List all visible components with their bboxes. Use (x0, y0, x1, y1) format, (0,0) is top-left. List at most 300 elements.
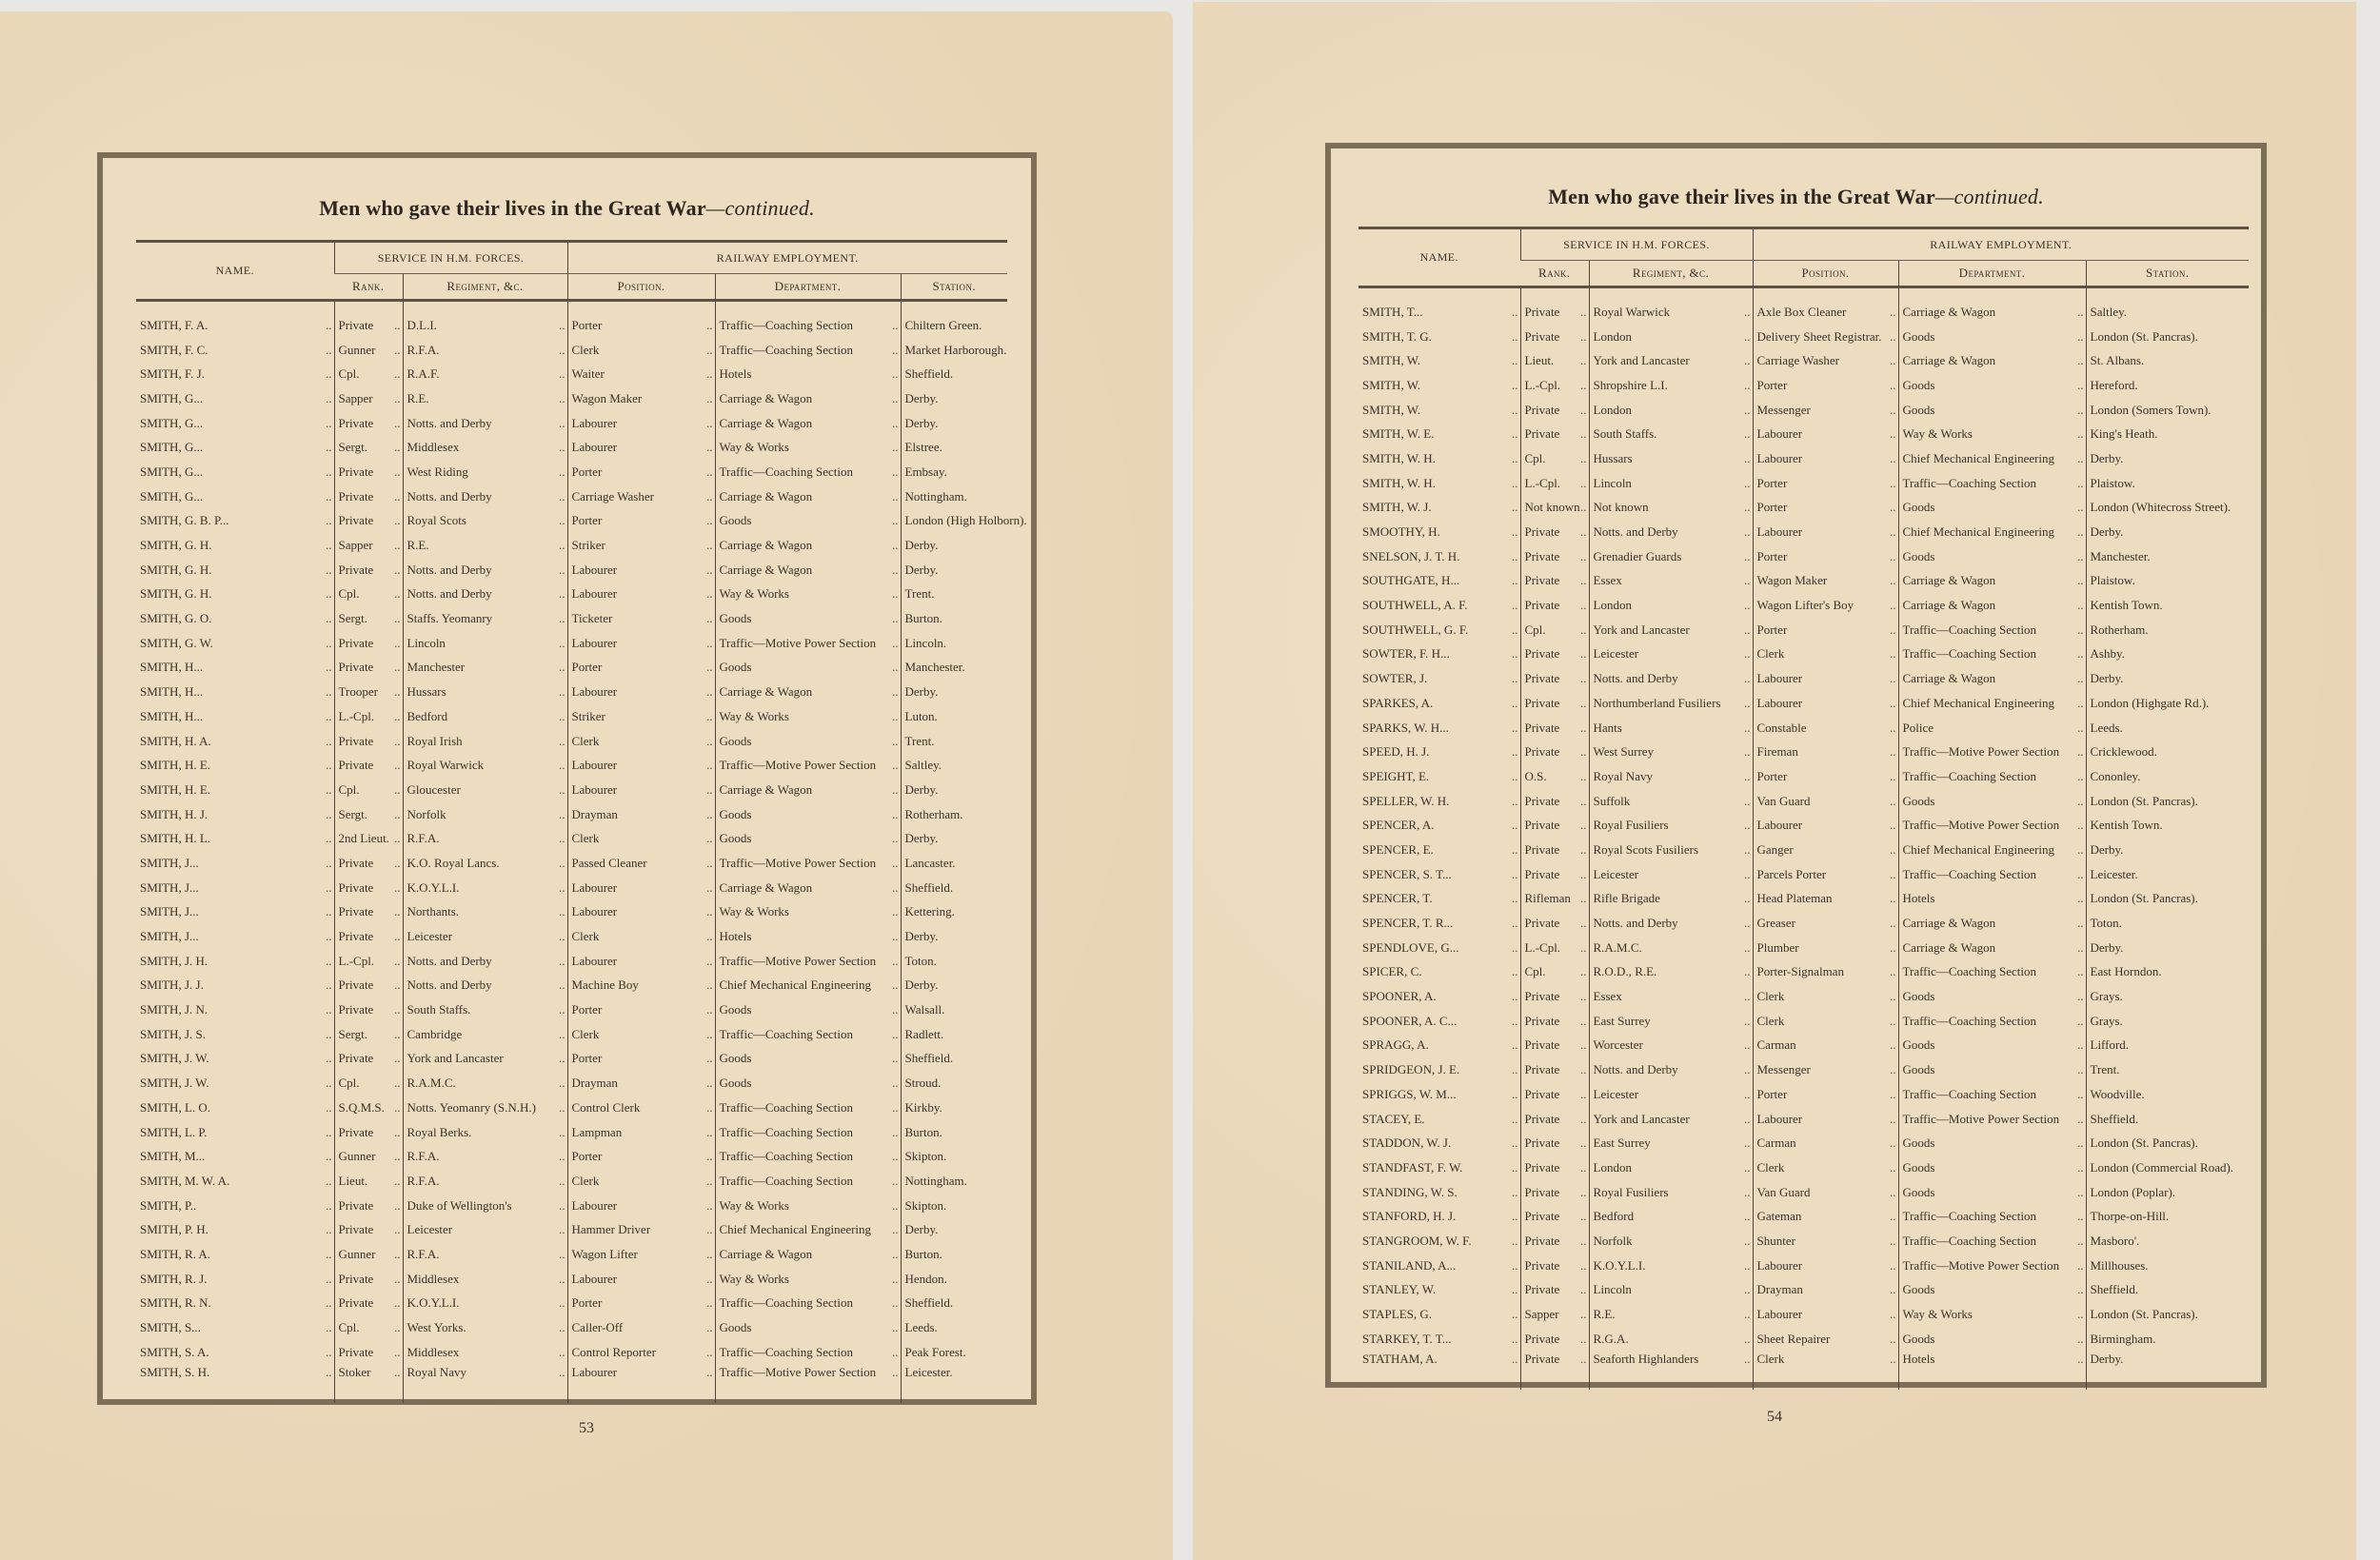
name-cell: STANFORD, H. J. .. (1359, 1204, 1520, 1229)
station-cell: London (Poplar). (2086, 1180, 2249, 1205)
station-cell: Manchester. (2086, 544, 2249, 569)
rank-cell: L.-Cpl. .. (334, 949, 403, 974)
station-cell: Derby. (901, 1217, 1007, 1242)
position-cell: Labourer .. (1753, 520, 1898, 544)
position-cell: Lampman .. (567, 1120, 715, 1145)
position-cell: Fireman .. (1753, 740, 1898, 764)
department-cell: Goods .. (715, 1315, 901, 1340)
department-cell: Carriage & Wagon .. (715, 778, 901, 802)
header-department: Department. (715, 274, 901, 301)
department-cell: Traffic—Motive Power Section .. (1898, 813, 2086, 838)
department-cell: Traffic—Coaching Section .. (1898, 1009, 2086, 1034)
position-cell: Labourer .. (1753, 1302, 1898, 1327)
rank-cell: Cpl. .. (1520, 446, 1589, 471)
department-cell: Carriage & Wagon .. (715, 558, 901, 583)
name-cell: SMITH, W. J. .. (1359, 496, 1520, 521)
regiment-cell: Lincoln .. (1589, 1278, 1753, 1303)
station-cell: Derby. (901, 411, 1007, 436)
department-cell: Traffic—Coaching Section .. (715, 338, 901, 363)
department-cell: Carriage & Wagon .. (1898, 936, 2086, 960)
regiment-cell: Hussars .. (403, 680, 567, 704)
table-row (1359, 593, 2249, 618)
position-cell: Greaser .. (1753, 911, 1898, 936)
table-row (1359, 764, 2249, 789)
regiment-cell: K.O. Royal Lancs. .. (403, 851, 567, 876)
rank-cell: Private .. (1520, 1229, 1589, 1254)
department-cell: Carriage & Wagon .. (715, 1242, 901, 1267)
name-cell: STAPLES, G. .. (1359, 1302, 1520, 1327)
table-row (136, 680, 1007, 704)
position-cell: Labourer .. (567, 753, 715, 778)
rank-cell: Private .. (1520, 642, 1589, 667)
position-cell: Porter .. (1753, 1082, 1898, 1107)
name-cell: SMITH, W. H. .. (1359, 471, 1520, 496)
name-cell: STANGROOM, W. F. .. (1359, 1229, 1520, 1254)
header-name: NAME. (136, 242, 334, 301)
regiment-cell: Royal Fusiliers .. (1589, 813, 1753, 838)
regiment-cell: South Staffs. .. (1589, 422, 1753, 446)
station-cell: Sheffield. (2086, 1107, 2249, 1132)
position-cell: Labourer .. (567, 1365, 715, 1403)
table-row (1359, 1082, 2249, 1107)
department-cell: Way & Works .. (1898, 422, 2086, 446)
regiment-cell: Royal Fusiliers .. (1589, 1180, 1753, 1205)
station-cell: London (High Holborn). (901, 509, 1007, 534)
position-cell: Delivery Sheet Registrar. .. (1753, 325, 1898, 349)
header-position: Position. (1753, 261, 1898, 287)
rank-cell: Private .. (1520, 287, 1589, 325)
regiment-cell: Royal Irish .. (403, 729, 567, 754)
station-cell: London (Somers Town). (2086, 398, 2249, 423)
table-row (1359, 373, 2249, 398)
position-cell: Drayman .. (567, 802, 715, 827)
station-cell: Derby. (901, 778, 1007, 802)
page-title (1331, 185, 2261, 209)
name-cell: SOUTHGATE, H... .. (1359, 569, 1520, 594)
name-cell: SMITH, W. .. (1359, 398, 1520, 423)
table-row (1359, 446, 2249, 471)
regiment-cell: K.O.Y.L.I. .. (403, 1292, 567, 1316)
regiment-cell: Manchester .. (403, 656, 567, 681)
regiment-cell: London .. (1589, 1155, 1753, 1180)
department-cell: Traffic—Coaching Section .. (715, 1120, 901, 1145)
name-cell: SMITH, J. J. .. (136, 974, 334, 998)
station-cell: Skipton. (901, 1144, 1007, 1169)
rank-cell: Cpl. .. (334, 362, 403, 386)
position-cell: Carman .. (1753, 1034, 1898, 1058)
station-cell: Burton. (901, 1242, 1007, 1267)
department-cell: Hotels .. (1898, 887, 2086, 912)
rank-cell: Private .. (1520, 1107, 1589, 1132)
rank-cell: Private .. (334, 460, 403, 484)
header-railway: RAILWAY EMPLOYMENT. (567, 242, 1007, 274)
table-row (136, 1340, 1007, 1365)
regiment-cell: York and Lancaster .. (1589, 1107, 1753, 1132)
station-cell: East Horndon. (2086, 960, 2249, 985)
station-cell: Kentish Town. (2086, 813, 2249, 838)
name-cell: SPENCER, A. .. (1359, 813, 1520, 838)
station-cell: Nottingham. (901, 1169, 1007, 1194)
station-cell: Trent. (2086, 1057, 2249, 1082)
rank-cell: Private .. (334, 1267, 403, 1292)
regiment-cell: Leicester .. (403, 924, 567, 949)
station-cell: Derby. (2086, 1352, 2249, 1390)
department-cell: Way & Works .. (715, 704, 901, 729)
department-cell: Traffic—Coaching Section .. (1898, 642, 2086, 667)
regiment-cell: York and Lancaster .. (403, 1047, 567, 1072)
regiment-cell: Notts. and Derby .. (403, 949, 567, 974)
department-cell: Traffic—Motive Power Section .. (1898, 1107, 2086, 1132)
regiment-cell: York and Lancaster .. (1589, 348, 1753, 373)
position-cell: Messenger .. (1753, 398, 1898, 423)
position-cell: Labourer .. (1753, 813, 1898, 838)
table-row (136, 949, 1007, 974)
table-row (1359, 544, 2249, 569)
regiment-cell: South Staffs. .. (403, 997, 567, 1022)
position-cell: Porter .. (567, 1292, 715, 1316)
position-cell: Drayman .. (567, 1071, 715, 1096)
name-cell: SMITH, J. W. .. (136, 1071, 334, 1096)
position-cell: Carman .. (1753, 1131, 1898, 1155)
rank-cell: Private .. (1520, 593, 1589, 618)
rank-cell: Private .. (1520, 544, 1589, 569)
regiment-cell: R.F.A. .. (403, 826, 567, 851)
table-row (136, 435, 1007, 460)
table-row (1359, 984, 2249, 1009)
department-cell: Chief Mechanical Engineering .. (1898, 838, 2086, 862)
position-cell: Labourer .. (567, 1194, 715, 1218)
regiment-cell: R.A.F. .. (403, 362, 567, 386)
table-row (1359, 1107, 2249, 1132)
table-row (1359, 1034, 2249, 1058)
name-cell: SOUTHWELL, A. F. .. (1359, 593, 1520, 618)
position-cell: Labourer .. (567, 949, 715, 974)
station-cell: Radlett. (901, 1022, 1007, 1047)
department-cell: Goods .. (1898, 373, 2086, 398)
name-cell: SPEIGHT, E. .. (1359, 764, 1520, 789)
roll-of-honour-table (1359, 227, 2249, 1390)
name-cell: SMITH, R. A. .. (136, 1242, 334, 1267)
regiment-cell: Leicester .. (1589, 1082, 1753, 1107)
name-cell: SNELSON, J. T. H. .. (1359, 544, 1520, 569)
name-cell: SMITH, G. B. P... .. (136, 509, 334, 534)
regiment-cell: Leicester .. (1589, 862, 1753, 887)
station-cell: Millhouses. (2086, 1254, 2249, 1278)
station-cell: Grays. (2086, 984, 2249, 1009)
rank-cell: Private .. (1520, 1254, 1589, 1278)
table-row (1359, 911, 2249, 936)
name-cell: SMITH, G. W. .. (136, 631, 334, 656)
station-cell: Toton. (2086, 911, 2249, 936)
table-row (136, 704, 1007, 729)
table-row (136, 802, 1007, 827)
name-cell: SPOONER, A. C... .. (1359, 1009, 1520, 1034)
rank-cell: Private .. (1520, 984, 1589, 1009)
regiment-cell: Bedford .. (403, 704, 567, 729)
name-cell: SOUTHWELL, G. F. .. (1359, 618, 1520, 642)
name-cell: SMITH, M... .. (136, 1144, 334, 1169)
department-cell: Traffic—Coaching Section .. (715, 1096, 901, 1120)
station-cell: London (St. Pancras). (2086, 789, 2249, 814)
station-cell: Nottingham. (901, 484, 1007, 509)
rank-cell: Private .. (334, 509, 403, 534)
rank-cell: L.-Cpl. .. (1520, 936, 1589, 960)
name-cell: SMITH, J. H. .. (136, 949, 334, 974)
table-row (136, 533, 1007, 558)
header-position: Position. (567, 274, 715, 301)
station-cell: London (St. Pancras). (2086, 1131, 2249, 1155)
table-row (136, 1169, 1007, 1194)
table-row (136, 876, 1007, 900)
department-cell: Traffic—Coaching Section .. (1898, 471, 2086, 496)
position-cell: Porter .. (1753, 618, 1898, 642)
table-row (1359, 471, 2249, 496)
regiment-cell: Notts. and Derby .. (403, 484, 567, 509)
name-cell: STARKEY, T. T... .. (1359, 1327, 1520, 1352)
name-cell: SMITH, J... .. (136, 924, 334, 949)
department-cell: Hotels .. (715, 362, 901, 386)
rank-cell: Private .. (334, 411, 403, 436)
table-row (136, 924, 1007, 949)
department-cell: Carriage & Wagon .. (1898, 593, 2086, 618)
regiment-cell: Royal Navy .. (403, 1365, 567, 1403)
department-cell: Goods .. (715, 729, 901, 754)
rank-cell: Private .. (1520, 398, 1589, 423)
table-row (136, 1194, 1007, 1218)
table-row (136, 362, 1007, 386)
table-row (136, 1315, 1007, 1340)
rank-cell: Private .. (1520, 1204, 1589, 1229)
department-cell: Carriage & Wagon .. (715, 876, 901, 900)
regiment-cell: Gloucester .. (403, 778, 567, 802)
position-cell: Labourer .. (567, 411, 715, 436)
position-cell: Wagon Maker .. (567, 386, 715, 411)
station-cell: Thorpe-on-Hill. (2086, 1204, 2249, 1229)
table-row (1359, 618, 2249, 642)
station-cell: London (Highgate Rd.). (2086, 691, 2249, 716)
table-row (136, 606, 1007, 631)
department-cell: Traffic—Coaching Section .. (1898, 862, 2086, 887)
position-cell: Porter .. (1753, 764, 1898, 789)
name-cell: SMITH, G. O. .. (136, 606, 334, 631)
table-row (1359, 862, 2249, 887)
rank-cell: Private .. (334, 656, 403, 681)
department-cell: Goods .. (1898, 398, 2086, 423)
department-cell: Goods .. (1898, 1180, 2086, 1205)
name-cell: SMITH, G... .. (136, 460, 334, 484)
page-title (103, 196, 1031, 221)
station-cell: Saltley. (2086, 287, 2249, 325)
rank-cell: Private .. (334, 997, 403, 1022)
table-row (136, 338, 1007, 363)
rank-cell: Private .. (1520, 813, 1589, 838)
station-cell: Trent. (901, 729, 1007, 754)
rank-cell: Private .. (334, 558, 403, 583)
position-cell: Wagon Maker .. (1753, 569, 1898, 594)
regiment-cell: K.O.Y.L.I. .. (403, 876, 567, 900)
rank-cell: L.-Cpl. .. (1520, 471, 1589, 496)
department-cell: Traffic—Coaching Section .. (715, 1022, 901, 1047)
name-cell: SMITH, J. S. .. (136, 1022, 334, 1047)
station-cell: Walsall. (901, 997, 1007, 1022)
station-cell: Derby. (2086, 936, 2249, 960)
name-cell: SMITH, W. H. .. (1359, 446, 1520, 471)
position-cell: Labourer .. (567, 876, 715, 900)
table-row (136, 1267, 1007, 1292)
department-cell: Hotels .. (715, 924, 901, 949)
table-row (1359, 398, 2249, 423)
regiment-cell: Worcester .. (1589, 1034, 1753, 1058)
position-cell: Labourer .. (1753, 446, 1898, 471)
department-cell: Carriage & Wagon .. (1898, 287, 2086, 325)
table-row (1359, 887, 2249, 912)
department-cell: Traffic—Coaching Section .. (715, 1340, 901, 1365)
station-cell: Kettering. (901, 900, 1007, 925)
header-rank: Rank. (334, 274, 403, 301)
regiment-cell: Notts. and Derby .. (1589, 520, 1753, 544)
station-cell: Derby. (901, 558, 1007, 583)
station-cell: Grays. (2086, 1009, 2249, 1034)
title-text: Men who gave their lives in the Great War (319, 196, 706, 220)
station-cell: Hendon. (901, 1267, 1007, 1292)
station-cell: Sheffield. (901, 1292, 1007, 1316)
table-body (136, 301, 1027, 1403)
department-cell: Goods .. (715, 1071, 901, 1096)
table-row (1359, 422, 2249, 446)
department-cell: Goods .. (1898, 1131, 2086, 1155)
name-cell: SMITH, H... .. (136, 680, 334, 704)
regiment-cell: Essex .. (1589, 569, 1753, 594)
position-cell: Passed Cleaner .. (567, 851, 715, 876)
name-cell: SPENDLOVE, G... .. (1359, 936, 1520, 960)
rank-cell: L.-Cpl. .. (1520, 373, 1589, 398)
station-cell: Burton. (901, 1120, 1007, 1145)
department-cell: Carriage & Wagon .. (1898, 569, 2086, 594)
name-cell: SMITH, G... .. (136, 435, 334, 460)
name-cell: SPRAGG, A. .. (1359, 1034, 1520, 1058)
department-cell: Goods .. (1898, 1034, 2086, 1058)
department-cell: Goods .. (1898, 984, 2086, 1009)
table-frame (1325, 143, 2267, 1388)
title-suffix: —continued. (1934, 185, 2044, 208)
name-cell: SPARKS, W. H... .. (1359, 716, 1520, 741)
department-cell: Goods .. (715, 509, 901, 534)
station-cell: Kentish Town. (2086, 593, 2249, 618)
rank-cell: Private .. (334, 1340, 403, 1365)
table-row (1359, 287, 2249, 325)
name-cell: SMITH, L. O. .. (136, 1096, 334, 1120)
rank-cell: Private .. (1520, 1131, 1589, 1155)
station-cell: London (St. Pancras). (2086, 325, 2249, 349)
name-cell: SMITH, W. .. (1359, 348, 1520, 373)
station-cell: Masboro'. (2086, 1229, 2249, 1254)
position-cell: Porter .. (1753, 471, 1898, 496)
department-cell: Traffic—Motive Power Section .. (715, 753, 901, 778)
rank-cell: Private .. (334, 753, 403, 778)
rank-cell: Private .. (1520, 911, 1589, 936)
station-cell: Woodville. (2086, 1082, 2249, 1107)
position-cell: Porter .. (567, 301, 715, 338)
regiment-cell: Norfolk .. (1589, 1229, 1753, 1254)
name-cell: SMITH, F. C. .. (136, 338, 334, 363)
station-cell: Lancaster. (901, 851, 1007, 876)
rank-cell: Private .. (1520, 789, 1589, 814)
rank-cell: Private .. (334, 876, 403, 900)
regiment-cell: York and Lancaster .. (1589, 618, 1753, 642)
table-row (1359, 1352, 2249, 1390)
header-rank: Rank. (1520, 261, 1589, 287)
regiment-cell: K.O.Y.L.I. .. (1589, 1254, 1753, 1278)
name-cell: SPENCER, S. T... .. (1359, 862, 1520, 887)
department-cell: Goods .. (715, 606, 901, 631)
table-row (1359, 813, 2249, 838)
department-cell: Traffic—Motive Power Section .. (715, 851, 901, 876)
department-cell: Way & Works .. (715, 583, 901, 607)
name-cell: SMITH, T... .. (1359, 287, 1520, 325)
name-cell: STANDING, W. S. .. (1359, 1180, 1520, 1205)
regiment-cell: Notts. and Derby .. (403, 558, 567, 583)
table-row (136, 997, 1007, 1022)
department-cell: Carriage & Wagon .. (715, 680, 901, 704)
department-cell: Goods .. (715, 997, 901, 1022)
station-cell: Derby. (901, 974, 1007, 998)
name-cell: SMITH, J. W. .. (136, 1047, 334, 1072)
position-cell: Porter .. (567, 460, 715, 484)
rank-cell: Trooper .. (334, 680, 403, 704)
name-cell: SMITH, M. W. A. .. (136, 1169, 334, 1194)
department-cell: Carriage & Wagon .. (1898, 348, 2086, 373)
name-cell: SMITH, H. E. .. (136, 778, 334, 802)
position-cell: Machine Boy .. (567, 974, 715, 998)
station-cell: London (Whitecross Street). (2086, 496, 2249, 521)
station-cell: London (St. Pancras). (2086, 887, 2249, 912)
rank-cell: Private .. (1520, 1327, 1589, 1352)
table-row (1359, 496, 2249, 521)
department-cell: Traffic—Coaching Section .. (1898, 960, 2086, 985)
rank-cell: Stoker .. (334, 1365, 403, 1403)
station-cell: London (St. Pancras). (2086, 1302, 2249, 1327)
position-cell: Labourer .. (567, 583, 715, 607)
station-cell: Derby. (901, 386, 1007, 411)
rank-cell: Sapper .. (1520, 1302, 1589, 1327)
regiment-cell: Royal Scots .. (403, 509, 567, 534)
station-cell: Rotherham. (901, 802, 1007, 827)
department-cell: Goods .. (715, 656, 901, 681)
rank-cell: Sergt. .. (334, 435, 403, 460)
table-row (1359, 348, 2249, 373)
rank-cell: Private .. (334, 851, 403, 876)
regiment-cell: Northumberland Fusiliers .. (1589, 691, 1753, 716)
station-cell: Sheffield. (901, 876, 1007, 900)
department-cell: Traffic—Coaching Section .. (1898, 1082, 2086, 1107)
regiment-cell: R.G.A. .. (1589, 1327, 1753, 1352)
table-row (1359, 1009, 2249, 1034)
department-cell: Traffic—Motive Power Section .. (715, 949, 901, 974)
station-cell: Rotherham. (2086, 618, 2249, 642)
position-cell: Plumber .. (1753, 936, 1898, 960)
table-row (136, 509, 1007, 534)
regiment-cell: London .. (1589, 593, 1753, 618)
rank-cell: Not known .. (1520, 496, 1589, 521)
table-row (136, 729, 1007, 754)
station-cell: Lincoln. (901, 631, 1007, 656)
rank-cell: Private .. (334, 301, 403, 338)
rank-cell: Private .. (1520, 1278, 1589, 1303)
regiment-cell: Notts. and Derby .. (403, 974, 567, 998)
department-cell: Goods .. (1898, 1057, 2086, 1082)
rank-cell: Private .. (1520, 325, 1589, 349)
regiment-cell: R.F.A. .. (403, 1242, 567, 1267)
